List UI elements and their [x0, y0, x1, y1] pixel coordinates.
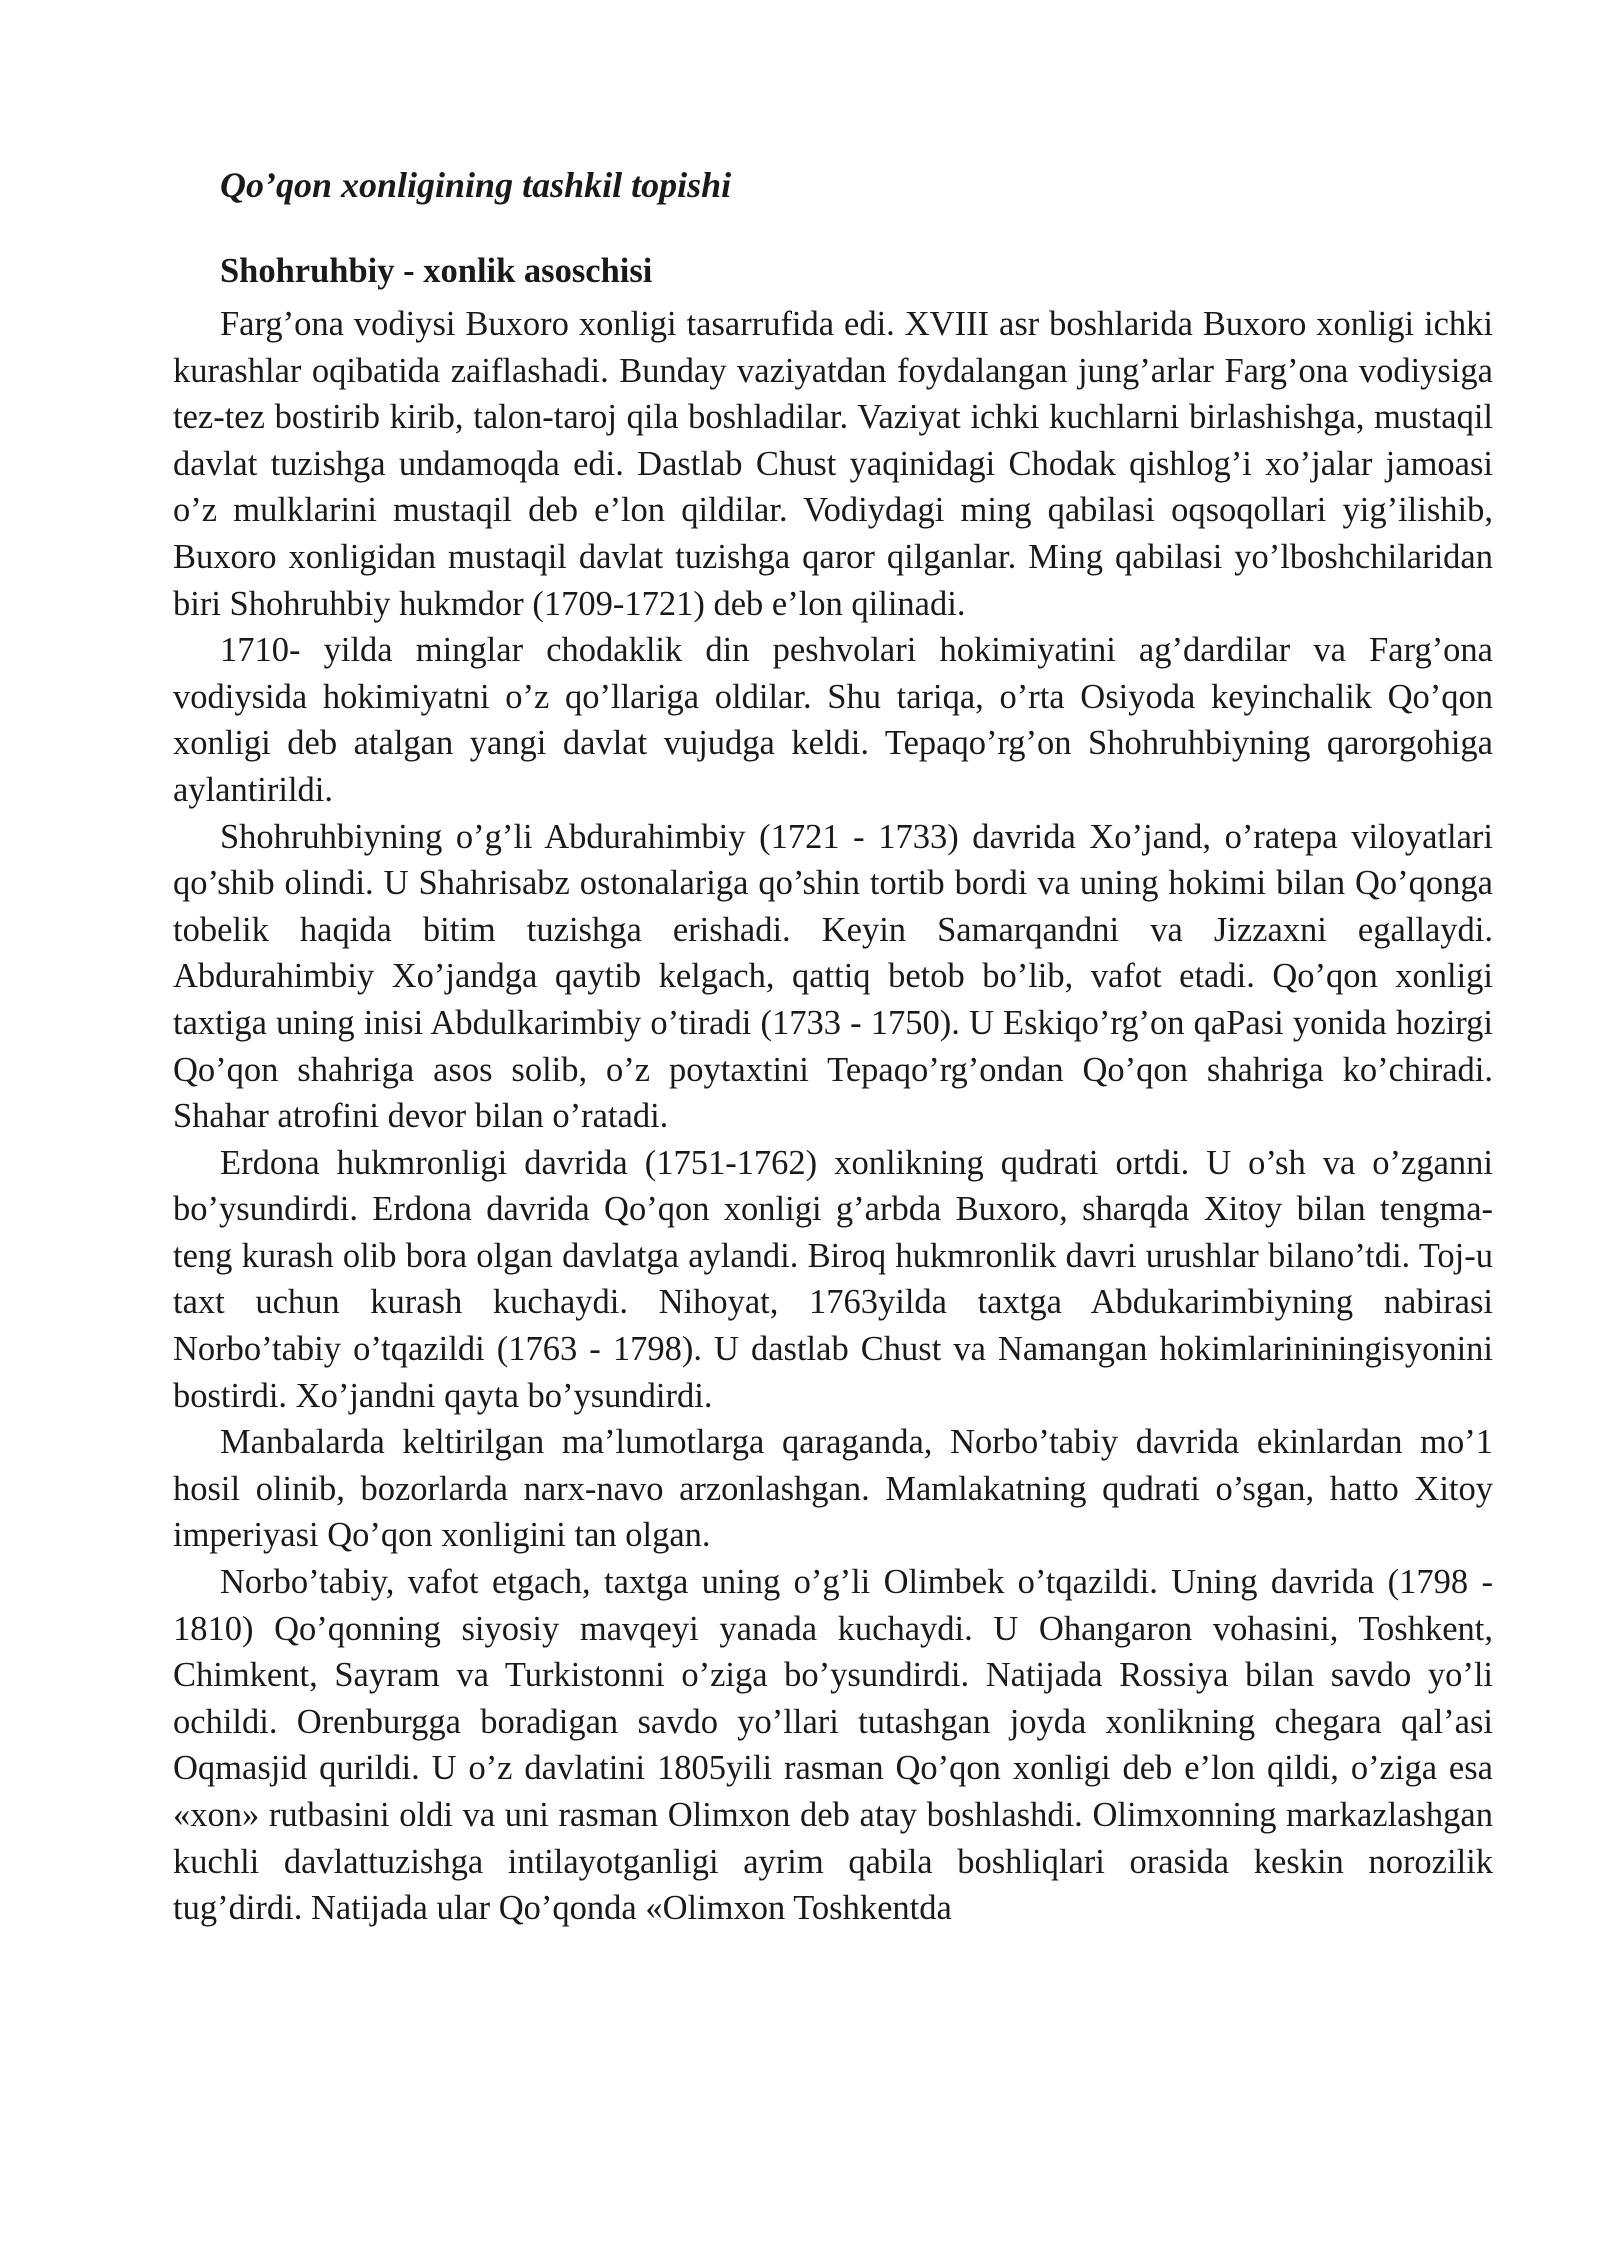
paragraph: Norbo’tabiy, vafot etgach, taxtga uning o’g’li Olimbek o’tqazildi. Uning davrida (1798 - 1810) Qo’qonning siyosiy mavqeyi yanada kuchaydi. U Ohangaron vohasini, Toshkent, Chimkent, Sayram va Turkistonni o’ziga bo’ysundirdi. Natijada Rossiya bilan savdo yo’li ochildi. Orenburgga boradigan savdo yo’llari tutashgan joyda xonlikning chegara qal’asi Oqmasjid qurildi. U o’z davlatini 1805yili rasman Qo’qon xonligi deb e’lon qildi, o’ziga esa «xon» rutbasini oldi va uni rasman Olimxon deb atay boshlashdi. Olimxonning markazlashgan kuchli davlattuzishga intilayotganligi ayrim qabila boshliqlari orasida keskin norozilik tug’dirdi. Natijada ular Qo’qonda «Olimxon Toshkentda	[173, 1563, 1493, 1928]
paragraph: Erdona hukmronligi davrida (1751-1762) xonlikning qudrati ortdi. U o’sh va o’zganni bo’ysundirdi. Erdona davrida Qo’qon xonligi g’arbda Buxoro, sharqda Xitoy bilan tengma-teng kurash olib bora olgan davlatga aylandi. Biroq hukmronlik davri urushlar bilano’tdi. Toj-u taxt uchun kurash kuchaydi. Nihoyat, 1763yilda taxtga Abdukarimbiyning nabirasi Norbo’tabiy o’tqazildi (1763 - 1798). U dastlab Chust va Namangan hokimlarininingisyonini bostirdi. Xo’jandni qayta bo’ysundirdi.	[173, 1143, 1493, 1415]
paragraph: Shohruhbiyning o’g’li Abdurahimbiy (1721 - 1733) davrida Xo’jand, o’ratepa viloyatlari qo’shib olindi. U Shahrisabz ostonalariga qo’shin tortib bordi va uning hokimi bilan Qo’qonga tobelik haqida bitim tuzishga erishadi. Keyin Samarqandni va Jizzaxni egallaydi. Abdurahimbiy Xo’jandga qaytib kelgach, qattiq betob bo’lib, vafot etadi. Qo’qon xonligi taxtiga uning inisi Abdulkarimbiy o’tiradi (1733 - 1750). U Eskiqo’rg’on qaPasi yonida hozirgi Qo’qon shahriga asos solib, o’z poytaxtini Tepaqo’rg’ondan Qo’qon shahriga ko’chiradi. Shahar atrofini devor bilan o’ratadi.	[173, 817, 1493, 1136]
subsection-title: Shohruhbiy - xonlik asoschisi	[220, 252, 653, 290]
section-title: Qo’qon xonligining tashkil topishi	[220, 165, 732, 205]
paragraph: 1710- yilda minglar chodaklik din peshvolari hokimiyatini ag’dardilar va Farg’ona vodiysida hokimiyatni o’z qo’llariga oldilar. Shu tariqa, o’rta Osiyoda keyinchalik Qo’qon xonligi deb atalgan yangi davlat vujudga keldi. Tepaqo’rg’on Shohruhbiyning qarorgohiga aylantirildi.	[173, 631, 1493, 809]
paragraph: Manbalarda keltirilgan ma’lumotlarga qaraganda, Norbo’tabiy davrida ekinlardan mo’1 hosil olinib, bozorlarda narx-navo arzonlashgan. Mamlakatning qudrati o’sgan, hatto Xitoy imperiyasi Qo’qon xonligini tan olgan.	[173, 1423, 1493, 1555]
paragraph: Farg’ona vodiysi Buxoro xonligi tasarrufida edi. XVIII asr boshlarida Buxoro xonligi ichki kurashlar oqibatida zaiflashadi. Bunday vaziyatdan foydalangan jung’arlar Farg’ona vodiysiga tez-tez bostirib kirib, talon-taroj qila boshladilar. Vaziyat ichki kuchlarni birlashishga, mustaqil davlat tuzishga undamoqda edi. Dastlab Chust yaqinidagi Chodak qishlog’i xo’jalar jamoasi o’z mulklarini mustaqil deb e’lon qildilar. Vodiydagi ming qabilasi oqsoqollari yig’ilishib, Buxoro xonligidan mustaqil davlat tuzishga qaror qilganlar. Ming qabilasi yo’lboshchilaridan biri Shohruhbiy hukmdor (1709-1721) deb e’lon qilinadi.	[173, 305, 1493, 623]
body-text	[173, 301, 1493, 1932]
